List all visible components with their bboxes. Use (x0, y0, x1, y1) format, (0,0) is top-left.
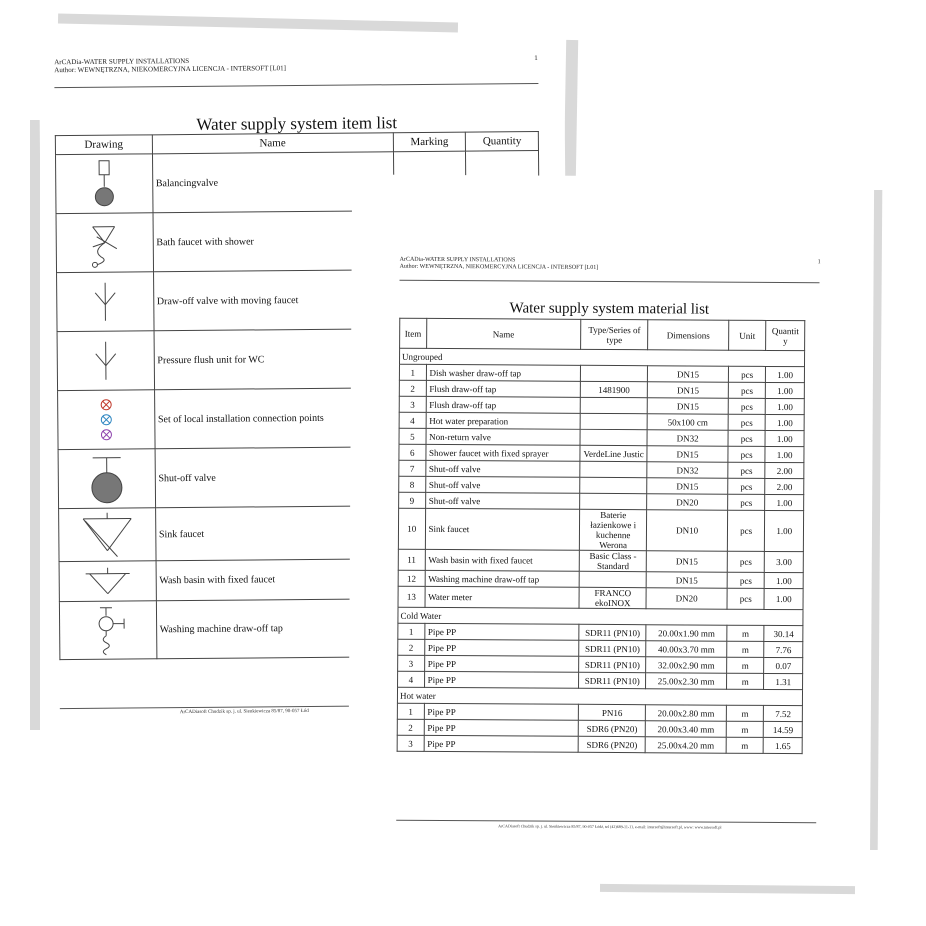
item-name: Sink faucet (425, 508, 580, 550)
item-quantity: 1.00 (766, 414, 805, 430)
column-name: Name (426, 318, 581, 349)
item-type: Baterie łazienkowe i kuchenne Werona (579, 509, 647, 550)
page2-header-line1: ArCADia-WATER SUPPLY INSTALLATIONS (399, 256, 516, 264)
item-dimensions: 25.00x2.30 mm (646, 673, 726, 689)
item-name: Pipe PP (424, 719, 579, 736)
item-quantity: 1.00 (764, 588, 803, 609)
item-number: 1 (399, 364, 426, 380)
item-quantity: 1.00 (765, 446, 804, 462)
group-label: Ungrouped (399, 348, 804, 366)
item-type: PN16 (578, 704, 646, 720)
item-quantity: 2.00 (765, 462, 804, 478)
item-dimensions: DN32 (647, 462, 727, 478)
item-quantity: 1.31 (764, 673, 803, 689)
item-quantity: 1.00 (766, 398, 805, 414)
item-type: SDR6 (PN20) (578, 736, 646, 752)
item-dimensions: 40.00x3.70 mm (646, 641, 726, 657)
item-dimensions: 50x100 cm (648, 414, 728, 430)
item-quantity: 1.00 (765, 510, 804, 551)
item-dimensions: 20.00x3.40 mm (646, 721, 726, 737)
page1-header-line1: ArCADia-WATER SUPPLY INSTALLATIONS (54, 56, 190, 67)
item-dimensions: DN10 (647, 510, 728, 551)
item-type (579, 571, 647, 587)
page2-header-line2: Author: WEWNĘTRZNA, NIEKOMERCYJNA LICENCJA - INTERSOFT [L01] (399, 263, 599, 271)
item-dimensions: 25.00x4.20 mm (646, 737, 726, 753)
item-number: 8 (399, 476, 426, 492)
sink-faucet-icon (77, 510, 137, 559)
item-type: SDR11 (PN10) (579, 656, 647, 672)
column-type: Type/Series of type (581, 319, 649, 349)
item-quantity: 14.59 (764, 721, 803, 737)
item-type: SDR11 (PN10) (579, 672, 647, 688)
item-dimensions: DN15 (648, 366, 728, 382)
item-unit: m (726, 673, 764, 689)
item-name: Draw-off valve with moving faucet (153, 270, 395, 331)
item-number: 11 (398, 549, 425, 570)
item-number: 6 (399, 444, 426, 460)
page1-header-rule (54, 83, 538, 88)
item-name: Bath faucet with shower (153, 211, 395, 272)
item-quantity: 7.52 (764, 705, 803, 721)
item-quantity: 7.76 (764, 641, 803, 657)
item-name: Flush draw-off tap (426, 396, 581, 413)
item-dimensions: DN32 (647, 430, 727, 446)
item-type (580, 397, 648, 413)
item-number: 9 (399, 492, 426, 508)
item-name: Pipe PP (424, 623, 579, 640)
item-name: Shut-off valve (425, 476, 580, 493)
table-row (398, 508, 803, 551)
page1-shadow-right (564, 40, 578, 180)
item-type: 1481900 (580, 381, 648, 397)
item-dimensions: DN20 (646, 588, 727, 609)
page2-title: Water supply system material list (509, 300, 710, 318)
item-unit: pcs (728, 398, 766, 414)
item-number: 13 (398, 586, 425, 607)
material-table-body (397, 348, 804, 753)
item-type: SDR11 (PN10) (579, 640, 647, 656)
item-quantity: 2.00 (765, 478, 804, 494)
item-unit: pcs (727, 494, 765, 510)
group-label: Cold Water (398, 607, 803, 625)
page2-footer: ArCADiasoft Chudzik sp. j. ul. Sienkiewicza 85/87, 90-057 Łódź, tel (42)689-11-11, e-mail: intersoft@intersoft.pl, www: www.intersoft.pl (498, 823, 722, 830)
page1-shadow-top (58, 13, 458, 32)
item-quantity: 1.00 (765, 430, 804, 446)
item-dimensions: DN15 (648, 382, 728, 398)
item-number: 5 (399, 428, 426, 444)
page2-page-number: 1 (817, 259, 821, 266)
material-list-page (348, 174, 874, 882)
item-dimensions: DN15 (647, 446, 727, 462)
item-number: 3 (398, 655, 425, 671)
pressure-flush-icon (85, 336, 125, 386)
item-quantity: 3.00 (765, 551, 804, 572)
item-unit: pcs (727, 572, 765, 588)
item-number: 7 (399, 460, 426, 476)
shut-off-valve-icon (84, 452, 128, 506)
item-name: Sink faucet (155, 506, 397, 561)
item-unit: pcs (727, 551, 765, 572)
item-dimensions: 20.00x2.80 mm (646, 705, 726, 721)
item-name: Flush draw-off tap (426, 380, 581, 397)
item-name: Wash basin with fixed faucet (425, 549, 580, 571)
item-type (580, 413, 648, 429)
item-unit: pcs (727, 510, 765, 551)
item-type (580, 477, 648, 493)
item-name: Shower faucet with fixed sprayer (425, 444, 580, 461)
page2-header-rule (400, 280, 820, 284)
item-number: 3 (399, 396, 426, 412)
page1-header-line2: Author: WEWNĘTRZNA, NIEKOMERCYJNA LICENCJA - INTERSOFT [L01] (54, 64, 286, 75)
item-unit: m (727, 641, 765, 657)
page2-footer-rule (396, 820, 816, 824)
item-name: Pipe PP (424, 735, 579, 752)
item-quantity: 1.00 (766, 366, 805, 382)
item-dimensions: DN15 (648, 398, 728, 414)
page2-shadow-bottom (600, 884, 855, 894)
page1-title: Water supply system item list (196, 113, 398, 134)
item-number: 2 (397, 719, 424, 735)
item-number: 3 (397, 735, 424, 751)
item-unit: pcs (728, 430, 766, 446)
item-name: Shut-off valve (425, 492, 580, 509)
item-quantity: 1.65 (764, 737, 803, 753)
column-name: Name (152, 133, 393, 154)
item-quantity: 1.00 (765, 572, 804, 588)
item-quantity: 1.00 (766, 382, 805, 398)
item-number: 12 (398, 570, 425, 586)
item-number: 4 (399, 412, 426, 428)
item-unit: m (726, 657, 764, 673)
item-name: Shut-off valve (425, 460, 580, 477)
bath-faucet-icon (82, 217, 126, 269)
column-marking: Marking (393, 132, 466, 152)
draw-off-valve-icon (85, 277, 125, 327)
item-name: Pipe PP (424, 671, 579, 688)
item-quantity: 0.07 (764, 657, 803, 673)
item-type (580, 493, 648, 509)
item-name: Non-return valve (426, 428, 581, 445)
column-dimensions: Dimensions (648, 320, 729, 350)
column-quantity: Quantit y (766, 320, 805, 350)
material-list-table (397, 318, 806, 754)
item-unit: pcs (728, 366, 766, 382)
item-unit: m (727, 625, 765, 641)
item-dimensions: DN15 (647, 551, 728, 572)
material-header-row (400, 318, 805, 350)
item-unit: pcs (727, 588, 765, 609)
page1-header (54, 56, 286, 74)
item-dimensions: DN15 (647, 478, 727, 494)
table-row (398, 549, 803, 572)
group-label: Hot water (397, 687, 802, 705)
column-item: Item (400, 318, 427, 348)
item-name: Water meter (425, 586, 580, 608)
item-dimensions: 32.00x2.90 mm (646, 657, 726, 673)
item-unit: m (726, 737, 764, 753)
item-number: 1 (398, 623, 425, 639)
item-unit: pcs (728, 446, 766, 462)
item-unit: m (726, 721, 764, 737)
item-type (580, 429, 648, 445)
item-quantity: 1.00 (765, 494, 804, 510)
column-unit: Unit (728, 320, 766, 350)
item-name: Pressure flush unit for WC (154, 329, 396, 390)
item-unit: pcs (728, 382, 766, 398)
connection-points-icon (91, 396, 121, 444)
item-unit: pcs (728, 462, 766, 478)
column-quantity: Quantity (466, 131, 539, 151)
washing-machine-tap-icon (86, 603, 130, 657)
item-name: Pipe PP (424, 655, 579, 672)
item-type: FRANCO ekoINOX (579, 587, 647, 608)
item-name: Hot water preparation (426, 412, 581, 429)
column-drawing: Drawing (55, 135, 152, 155)
page1-page-number: 1 (534, 53, 538, 62)
item-unit: pcs (728, 478, 766, 494)
item-number: 2 (398, 639, 425, 655)
item-number: 2 (399, 380, 426, 396)
page1-shadow-left (30, 120, 40, 730)
item-name: Wash basin with fixed faucet (156, 559, 397, 601)
item-type: VerdeLine Justic (580, 445, 648, 461)
item-name: Washing machine draw-off tap (425, 570, 580, 587)
wash-basin-faucet-icon (79, 563, 135, 599)
item-type: SDR6 (PN20) (578, 720, 646, 736)
item-quantity: 30.14 (764, 625, 803, 641)
table-row (398, 586, 803, 609)
item-number: 10 (398, 508, 425, 549)
item-unit: m (726, 705, 764, 721)
item-dimensions: 20.00x1.90 mm (646, 625, 726, 641)
table-row (397, 735, 802, 753)
page2-header (400, 257, 599, 272)
item-dimensions: DN15 (647, 572, 727, 588)
item-name: Pipe PP (424, 639, 579, 656)
page1-footer: ArCADiasoft Chudzik sp. j. ul. Sienkiewicza 85/87, 90-057 Łód (179, 708, 309, 716)
item-type: Basic Class - Standard (579, 550, 647, 571)
item-number: 4 (398, 671, 425, 687)
item-name: Set of local installation connection points (154, 388, 396, 449)
item-name: Washing machine draw-off tap (156, 599, 398, 659)
item-number: 1 (397, 703, 424, 719)
item-type (580, 365, 648, 381)
balancing-valve-icon (84, 157, 124, 211)
item-dimensions: DN20 (647, 494, 727, 510)
item-name: Balancingvalve (152, 152, 394, 213)
item-type (580, 461, 648, 477)
item-name: Shut-off valve (155, 447, 397, 508)
item-name: Pipe PP (424, 703, 579, 720)
item-name: Dish washer draw-off tap (426, 364, 581, 381)
item-unit: pcs (728, 414, 766, 430)
item-type: SDR11 (PN10) (579, 624, 647, 640)
